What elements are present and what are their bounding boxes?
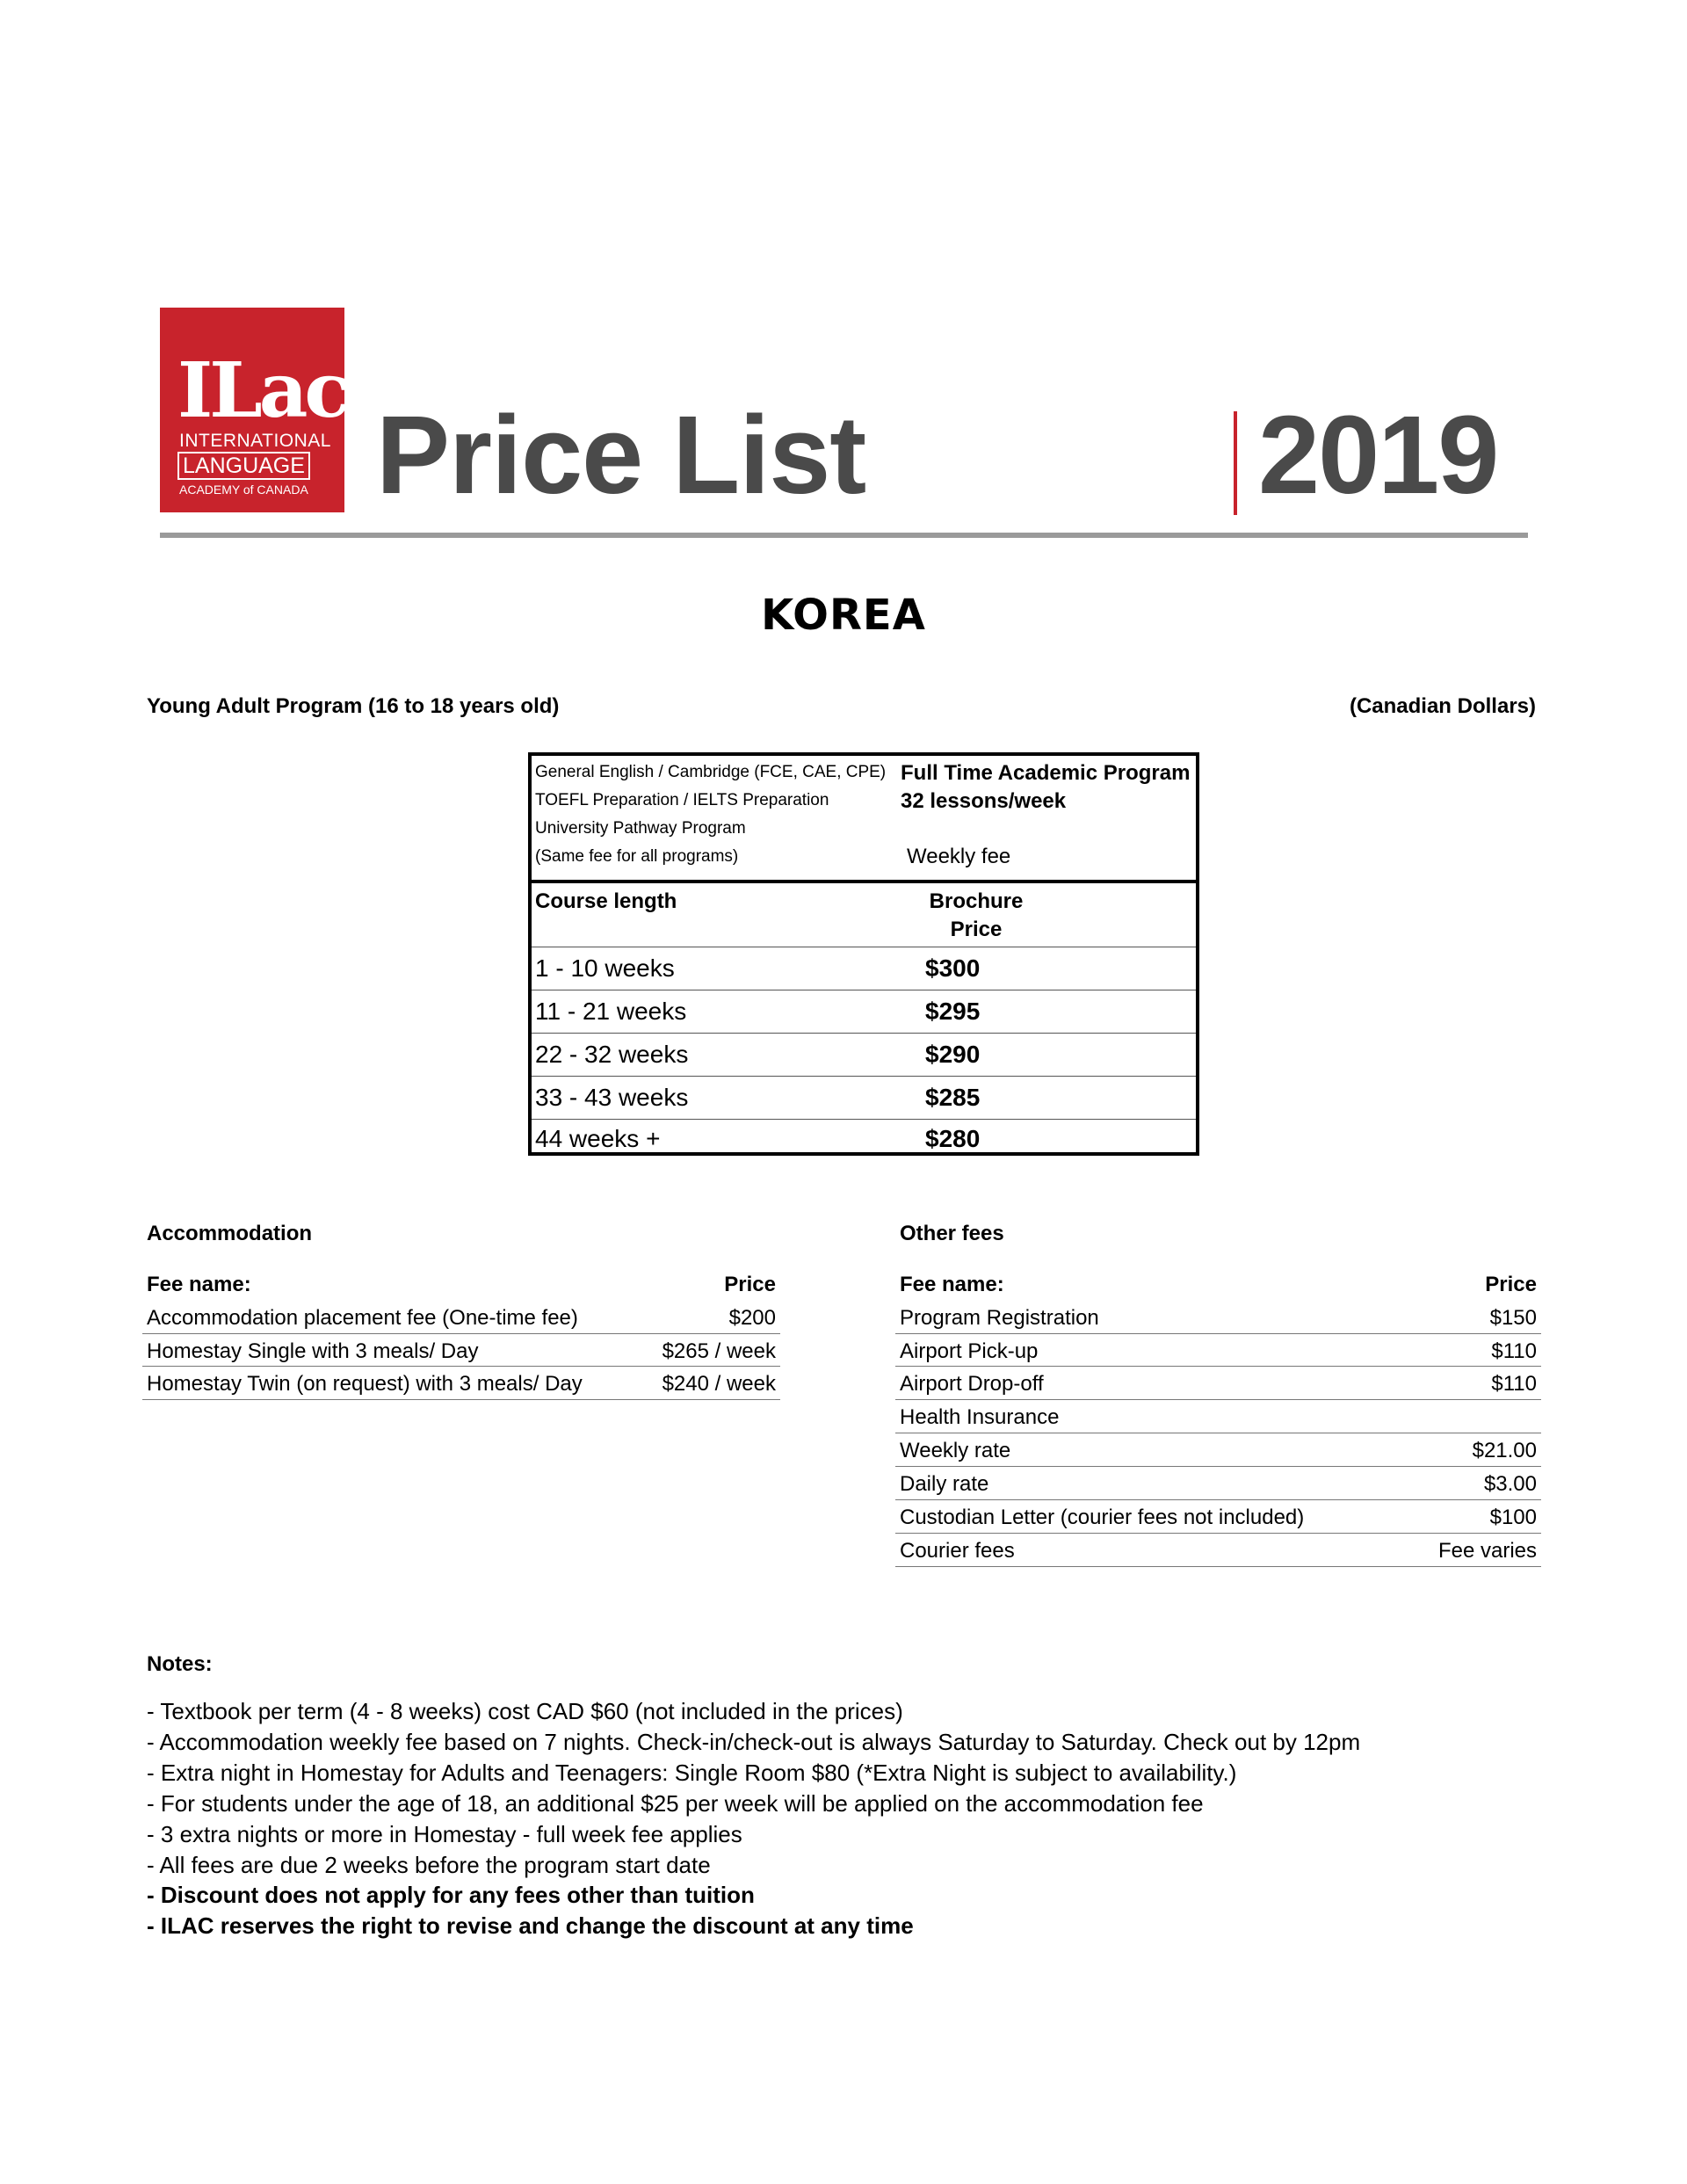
program-name: General English / Cambridge (FCE, CAE, CPE) bbox=[535, 763, 887, 781]
fee-price: $3.00 bbox=[1483, 1472, 1537, 1496]
ilac-logo bbox=[160, 308, 347, 512]
col-price-line1: Brochure bbox=[929, 889, 1024, 913]
row-rule bbox=[532, 1076, 1196, 1077]
row-rule bbox=[142, 1399, 780, 1400]
fee-name: Airport Pick-up bbox=[900, 1339, 1039, 1363]
other-fees-title: Other fees bbox=[900, 1222, 1004, 1245]
row-rule bbox=[532, 1033, 1196, 1034]
fee-name: Daily rate bbox=[900, 1472, 989, 1496]
note-item: - Textbook per term (4 - 8 weeks) cost CAD $60 (not included in the prices) bbox=[147, 1698, 903, 1724]
row-rule bbox=[895, 1466, 1541, 1467]
logo-line-academy: ACADEMY of CANADA bbox=[179, 483, 308, 497]
logo-line-language: LANGUAGE bbox=[177, 452, 310, 480]
year-label: 2019 bbox=[1258, 393, 1498, 517]
fee-price: $150 bbox=[1489, 1306, 1537, 1330]
notes-title: Notes: bbox=[147, 1652, 213, 1676]
fee-name: Airport Drop-off bbox=[900, 1372, 1044, 1396]
course-length-cell: 33 - 43 weeks bbox=[535, 1084, 689, 1111]
fee-price: $100 bbox=[1489, 1506, 1537, 1529]
price-cell: $295 bbox=[925, 998, 981, 1025]
fee-name: Program Registration bbox=[900, 1306, 1099, 1330]
price-cell: $290 bbox=[925, 1041, 981, 1068]
price-cell: $285 bbox=[925, 1084, 981, 1111]
fee-price: $240 / week bbox=[662, 1372, 776, 1396]
tuition-table bbox=[528, 752, 1199, 1156]
note-item-bold: - ILAC reserves the right to revise and change the discount at any time bbox=[147, 1912, 914, 1939]
program-type: Full Time Academic Program bbox=[901, 761, 1191, 785]
fee-price: $110 bbox=[1491, 1339, 1537, 1363]
row-rule bbox=[895, 1566, 1541, 1567]
note-item-bold: - Discount does not apply for any fees other than tuition bbox=[147, 1882, 755, 1908]
lessons-per-week: 32 lessons/week bbox=[901, 789, 1067, 813]
note-item: - For students under the age of 18, an additional $25 per week will be applied on the accommodation fee bbox=[147, 1790, 1204, 1817]
logo-line-international: INTERNATIONAL bbox=[179, 431, 331, 451]
col-price: Price bbox=[1485, 1273, 1537, 1296]
accommodation-title: Accommodation bbox=[147, 1222, 313, 1245]
row-rule bbox=[895, 1399, 1541, 1400]
program-note: (Same fee for all programs) bbox=[535, 847, 739, 866]
row-rule bbox=[142, 1333, 780, 1334]
row-rule bbox=[142, 1366, 780, 1367]
fee-name: Homestay Twin (on request) with 3 meals/ Day bbox=[147, 1372, 583, 1396]
col-price: Price bbox=[724, 1273, 776, 1296]
fee-name: Homestay Single with 3 meals/ Day bbox=[147, 1339, 479, 1363]
note-item: - Extra night in Homestay for Adults and Teenagers: Single Room $80 (*Extra Night is subject to availability.) bbox=[147, 1760, 1237, 1786]
program-name: University Pathway Program bbox=[535, 819, 746, 838]
year-divider bbox=[1234, 411, 1237, 515]
course-length-cell: 11 - 21 weeks bbox=[535, 998, 687, 1025]
price-cell: $280 bbox=[925, 1125, 981, 1152]
fee-name: Courier fees bbox=[900, 1539, 1015, 1563]
other-fees-table bbox=[895, 1273, 1541, 1571]
col-course-length: Course length bbox=[535, 889, 677, 913]
fee-name: Custodian Letter (courier fees not included) bbox=[900, 1506, 1305, 1529]
fee-name: Health Insurance bbox=[900, 1405, 1060, 1429]
fee-basis: Weekly fee bbox=[907, 845, 1011, 868]
country-heading: KOREA bbox=[761, 591, 926, 640]
logo-mark: ILac bbox=[177, 346, 347, 435]
program-label: Young Adult Program (16 to 18 years old) bbox=[147, 694, 560, 718]
header-divider bbox=[160, 533, 1528, 538]
fee-price: $110 bbox=[1491, 1372, 1537, 1396]
course-length-cell: 22 - 32 weeks bbox=[535, 1041, 689, 1068]
row-rule bbox=[895, 1333, 1541, 1334]
course-length-cell: 1 - 10 weeks bbox=[535, 954, 675, 982]
price-cell: $300 bbox=[925, 954, 981, 982]
row-rule bbox=[895, 1499, 1541, 1500]
fee-price: $200 bbox=[728, 1306, 776, 1330]
fee-name: Weekly rate bbox=[900, 1439, 1011, 1462]
col-price-line2: Price bbox=[950, 918, 1003, 941]
fee-price: $265 / week bbox=[662, 1339, 776, 1363]
col-brochure-price bbox=[913, 889, 1039, 942]
fee-price: $21.00 bbox=[1472, 1439, 1537, 1462]
accommodation-table bbox=[142, 1273, 780, 1396]
program-name: TOEFL Preparation / IELTS Preparation bbox=[535, 791, 829, 809]
col-fee-name: Fee name: bbox=[147, 1273, 251, 1296]
table-divider bbox=[532, 880, 1196, 883]
page-title: Price List bbox=[376, 393, 866, 517]
note-item: - 3 extra nights or more in Homestay - full week fee applies bbox=[147, 1821, 742, 1847]
row-rule bbox=[895, 1366, 1541, 1367]
course-length-cell: 44 weeks + bbox=[535, 1125, 661, 1152]
currency-label: (Canadian Dollars) bbox=[1349, 694, 1536, 718]
note-item: - Accommodation weekly fee based on 7 nights. Check-in/check-out is always Saturday to Saturday. Check out by 12pm bbox=[147, 1729, 1361, 1755]
row-rule bbox=[895, 1533, 1541, 1534]
note-item: - All fees are due 2 weeks before the program start date bbox=[147, 1852, 711, 1878]
col-fee-name: Fee name: bbox=[900, 1273, 1004, 1296]
fee-name: Accommodation placement fee (One-time fee) bbox=[147, 1306, 578, 1330]
row-rule bbox=[532, 1119, 1196, 1120]
fee-price: Fee varies bbox=[1437, 1539, 1537, 1563]
